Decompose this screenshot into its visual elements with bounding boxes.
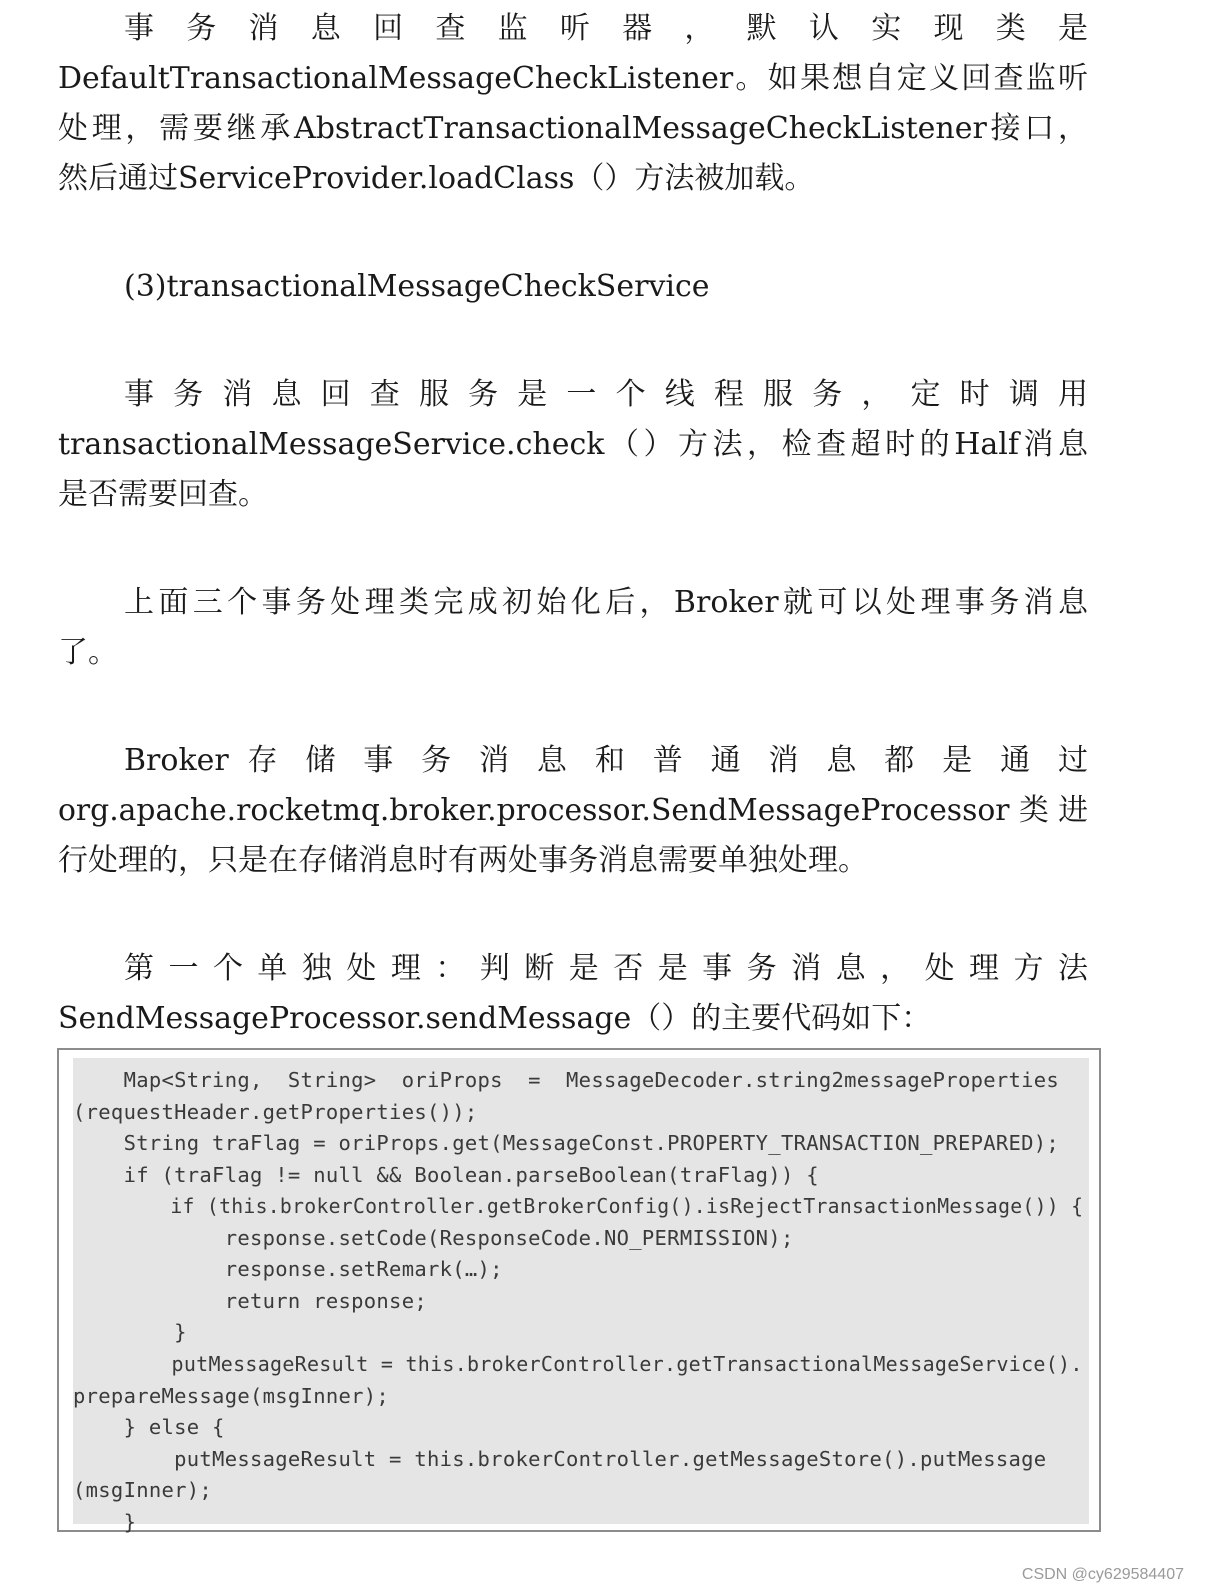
code-line: (requestHeader.getProperties());: [73, 1100, 478, 1124]
code-background: [73, 1058, 1089, 1534]
text-line: 了。: [58, 635, 118, 670]
code-line: Map<String, String> oriProps = MessageDecoder.string2messageProperties: [73, 1068, 1060, 1092]
paragraph-first-handling: [58, 944, 1088, 1044]
paragraph-broker-storage: [58, 736, 1088, 886]
code-line: return response;: [73, 1289, 427, 1313]
text-line: Broker 存 储 事 务 消 息 和 普 通 消 息 都 是 通 过: [124, 743, 1088, 778]
text-line: 处理，需要继承AbstractTransactionalMessageCheckListener接口，: [58, 111, 1088, 146]
code-block: [57, 1048, 1101, 1532]
text-line: 上面三个事务处理类完成初始化后，Broker就可以处理事务消息: [124, 585, 1088, 620]
paragraph-init-complete: [58, 578, 1088, 678]
code-line: response.setCode(ResponseCode.NO_PERMISSION);: [73, 1226, 794, 1250]
text-line: SendMessageProcessor.sendMessage（）的主要代码如下：: [58, 1001, 932, 1036]
csdn-watermark: CSDN @cy629584407: [1021, 1566, 1184, 1583]
code-line: if (this.brokerController.getBrokerConfig().isRejectTransactionMessage()) {: [73, 1194, 1084, 1218]
text-line: 然后通过ServiceProvider.loadClass（）方法被加载。: [58, 161, 815, 196]
code-line: prepareMessage(msgInner);: [73, 1384, 390, 1408]
code-line: if (traFlag != null && Boolean.parseBoolean(traFlag)) {: [73, 1163, 819, 1187]
code-line: }: [73, 1320, 187, 1344]
code-line: response.setRemark(…);: [73, 1257, 503, 1281]
code-line: putMessageResult = this.brokerController.getMessageStore().putMessage: [73, 1447, 1047, 1471]
text-line: 事 务 消 息 回 查 监 听 器 ， 默 认 实 现 类 是: [124, 11, 1088, 46]
code-line: putMessageResult = this.brokerController.getTransactionalMessageService().: [73, 1352, 1083, 1376]
text-line: DefaultTransactionalMessageCheckListener。如果想自定义回查监听: [58, 61, 1088, 96]
text-line: 行处理的，只是在存储消息时有两处事务消息需要单独处理。: [58, 843, 868, 878]
section-heading: [124, 262, 1088, 312]
text-line: org.apache.rocketmq.broker.processor.SendMessageProcessor 类 进: [58, 793, 1088, 828]
text-line: 是否需要回查。: [58, 477, 268, 512]
code-line: String traFlag = oriProps.get(MessageConst.PROPERTY_TRANSACTION_PREPARED);: [73, 1131, 1060, 1155]
paragraph-check-service: [58, 370, 1088, 520]
text-line: 事 务 消 息 回 查 服 务 是 一 个 线 程 服 务 ， 定 时 调 用: [124, 377, 1088, 412]
code-line: } else {: [73, 1415, 225, 1439]
code-line: (msgInner);: [73, 1478, 213, 1502]
code-line: }: [73, 1510, 137, 1534]
text-line: transactionalMessageService.check（）方法，检查超时的Half消息: [58, 427, 1088, 462]
paragraph-check-listener: [58, 4, 1088, 204]
text-line: 第 一 个 单 独 处 理 ： 判 断 是 否 是 事 务 消 息 ， 处 理 方 法: [124, 951, 1088, 986]
heading-text: (3)transactionalMessageCheckService: [124, 269, 710, 304]
